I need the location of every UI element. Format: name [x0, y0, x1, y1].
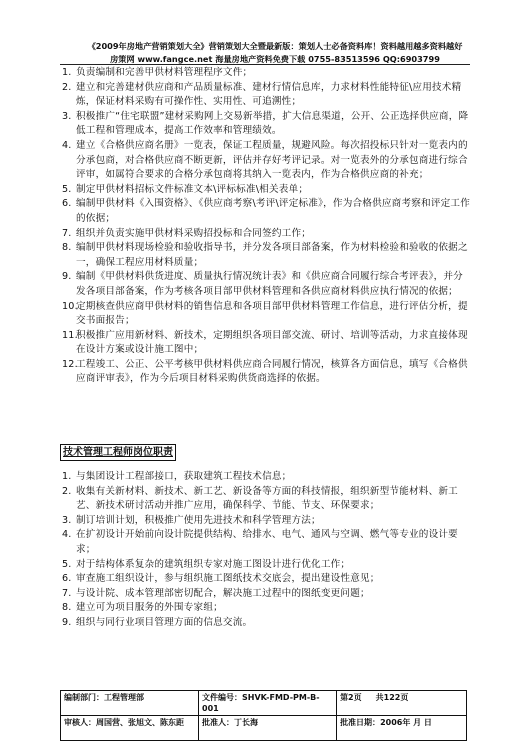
list-item: 8. 编制甲供材料现场检验和验收指导书，并分发各项目部备案，作为材料检验和验收的依据之一，确保工程应用材料质量；: [62, 242, 468, 268]
header-divider: [60, 64, 470, 65]
list-item: 3. 积极推广“住宅联盟”建材采购网上交易新举措，扩大信息渠道，公开、公正选择供应商，降低工程和管理成本，提高工作效率和管理绩效。: [62, 110, 469, 137]
list-item: 1. 负责编制和完善甲供材料管理程序文件；: [62, 67, 253, 78]
list-item: 1. 与集团设计工程部接口，获取建筑工程技术信息；: [62, 471, 292, 482]
list-item: 2. 建立和完善建材供应商和产品质量标准、建材行情信息库，力求材料性能特征\应用技术精炼，保证材料采购有可操作性、实用性、可追溯性；: [62, 81, 462, 108]
list-item: 5. 对于结构体系复杂的建筑组织专家对施工图设计进行优化工作；: [62, 558, 351, 570]
list-item: 10. 定期核查供应商甲供材料的销售信息和各项目部甲供材料管理工作信息，进行评估分析，提交书面报告；: [62, 300, 468, 327]
list-item: 7. 组织并负责实施甲供材料采购招投标和合同签约工作；: [62, 227, 312, 239]
list-item: 8. 建立可为项目服务的外围专家组；: [62, 602, 223, 614]
responsibility-list-materials: [62, 66, 472, 387]
list-item: 4. 建立《合格供应商名册》一览表，保证工程质量，规避风险。每次招投标只针对一览表内的分承包商，对合格供应商不断更新，评估并存好考评记录。对一览表外的分承包商进行综合评审，如属符合要求的合格分承包商将其纳入一览表内，作为合格供应商的补充；: [62, 139, 468, 181]
qq-number: QQ:6903799: [382, 54, 440, 64]
footer-date-cell: 批准日期：2006年 月 日: [337, 716, 467, 741]
phone-number: 0755-83513596: [308, 54, 380, 64]
list-item: 6. 审查施工组织设计，参与组织施工图纸技术交底会，提出建设性意见；: [62, 573, 380, 585]
list-item: 11. 积极推广应用新材料、新技术，定期组织各项目部交流、研讨、培训等活动，力求直接体现在设计方案或设计施工图中；: [62, 329, 468, 356]
responsibility-list-technical: [62, 470, 472, 631]
document-header: [60, 40, 490, 66]
footer-reviewer-cell: 审核人：周国营、张旭文、陈东距: [61, 716, 199, 741]
list-item: 12. 工程竣工、公正、公平考核甲供材料供应商合同履行情况，核算各方面信息，填写《合格供应商评审表》，作为今后项目材料采购供货商选择的依据。: [62, 358, 468, 385]
footer-page-cell: 第2页 共122页: [337, 691, 467, 716]
section-heading: 技术管理工程师岗位职责: [60, 444, 176, 461]
list-item: 9. 组织与同行业项目管理方面的信息交流。: [62, 616, 253, 628]
list-item: 9. 编制《甲供材料供货进度、质量执行情况统计表》和《供应商合同履行综合考评表》，并分发各项目部备案，作为考核各项目部甲供材料管理和各供应商材料供应执行情况的依据；: [62, 271, 463, 297]
list-item: 7. 与设计院、成本管理部密切配合，解决施工过程中的图纸变更问题；: [62, 587, 370, 599]
footer-approver-cell: 批准人：丁长海: [199, 716, 337, 741]
site-url[interactable]: www.fangce.net: [137, 54, 213, 64]
list-item: 2. 收集有关新材料、新技术、新工艺、新设备等方面的科技情报，组织新型节能材料、新工艺、新技术研讨活动并推广应用，确保科学、节能、节支、环保要求；: [62, 485, 458, 512]
site-slogan: 海量房地产资料免费下载: [215, 54, 306, 64]
footer-dept-cell: 编制部门：工程管理部: [61, 691, 199, 716]
footer-doc-number-cell: 文件编号：SHVK-FMD-PM-B-001: [199, 691, 337, 716]
header-title-line: 《2009年房地产营销策划大全》营销策划大全暨最新版：策划人士必备资料库！资料越用越多资料越好: [87, 41, 463, 51]
document-footer-table: [60, 690, 467, 741]
list-item: 3. 制订培训计划，积极推广使用先进技术和科学管理方法；: [62, 514, 321, 526]
list-item: 5. 制定甲供材料招标文件标准文本\评标标准\相关表单；: [62, 183, 309, 195]
list-item: 6. 编制甲供材料《入围资格》、《供应商考察\考评\评定标准》，作为合格供应商考察和评定工作的依据；: [62, 198, 471, 224]
list-item: 4. 在扩初设计开始前向设计院提供结构、给排水、电气、通风与空调、燃气等专业的设计要求；: [62, 529, 458, 555]
site-label: 房策网: [110, 54, 135, 64]
